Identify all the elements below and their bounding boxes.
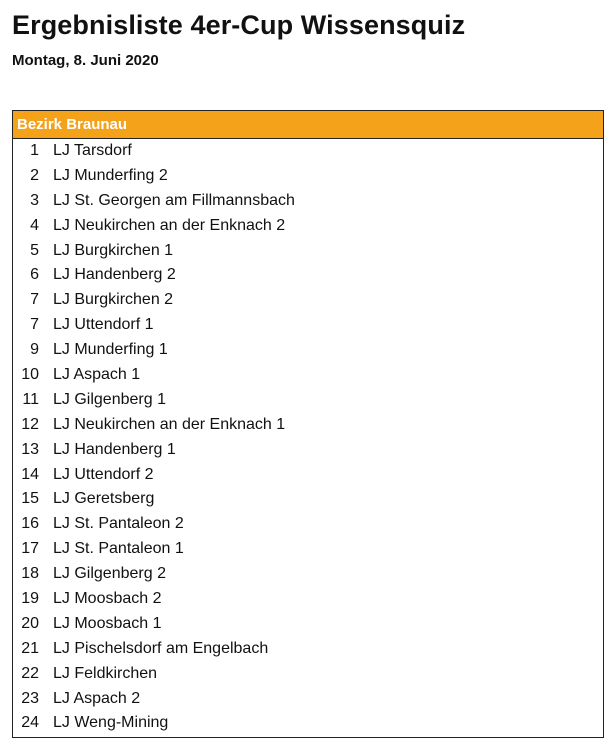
result-row bbox=[13, 612, 603, 637]
result-team: LJ St. Pantaleon 2 bbox=[53, 515, 184, 533]
result-rank: 23 bbox=[21, 689, 39, 707]
result-rank: 3 bbox=[30, 191, 39, 209]
result-team: LJ Aspach 2 bbox=[53, 689, 141, 707]
result-rank: 7 bbox=[30, 291, 39, 309]
result-rank: 20 bbox=[21, 614, 39, 632]
result-team: LJ Gilgenberg 2 bbox=[53, 565, 166, 583]
result-rank: 22 bbox=[21, 664, 39, 682]
result-rank: 6 bbox=[30, 266, 39, 284]
result-row bbox=[13, 537, 603, 562]
result-rank: 19 bbox=[21, 590, 39, 608]
result-team: LJ Neukirchen an der Enknach 1 bbox=[53, 415, 286, 433]
result-rank: 10 bbox=[21, 366, 39, 384]
result-team: LJ Moosbach 1 bbox=[53, 614, 162, 632]
result-team: LJ St. Pantaleon 1 bbox=[53, 540, 184, 558]
result-team: LJ Uttendorf 2 bbox=[53, 465, 154, 483]
result-rank: 11 bbox=[22, 390, 39, 408]
result-row bbox=[13, 239, 603, 264]
result-team: LJ Tarsdorf bbox=[53, 142, 132, 159]
result-rank: 21 bbox=[21, 639, 39, 657]
result-team: LJ Uttendorf 1 bbox=[53, 316, 154, 334]
result-row bbox=[13, 438, 603, 463]
result-team: LJ Pischelsdorf am Engelbach bbox=[53, 639, 269, 657]
result-row bbox=[13, 687, 603, 712]
result-rank: 4 bbox=[30, 216, 39, 234]
results-table bbox=[12, 110, 604, 738]
result-team: LJ Gilgenberg 1 bbox=[53, 390, 166, 408]
result-row bbox=[13, 487, 603, 512]
result-team: LJ Burgkirchen 2 bbox=[53, 291, 174, 309]
result-rank: 18 bbox=[21, 565, 39, 583]
result-rank: 17 bbox=[21, 540, 39, 558]
result-team: LJ St. Georgen am Fillmannsbach bbox=[53, 191, 295, 209]
result-row bbox=[13, 637, 603, 662]
result-row bbox=[13, 214, 603, 239]
result-row bbox=[13, 313, 603, 338]
result-team: LJ Munderfing 1 bbox=[53, 341, 168, 359]
result-row bbox=[13, 413, 603, 438]
result-team: LJ Munderfing 2 bbox=[53, 166, 168, 184]
result-row bbox=[13, 189, 603, 214]
result-rank: 9 bbox=[30, 341, 39, 359]
page-title: Ergebnisliste 4er-Cup Wissensquiz bbox=[12, 10, 466, 40]
results-list bbox=[13, 139, 603, 736]
result-team: LJ Feldkirchen bbox=[53, 664, 158, 682]
result-team: LJ Handenberg 2 bbox=[53, 266, 176, 284]
result-rank: 16 bbox=[21, 515, 39, 533]
result-row bbox=[13, 363, 603, 388]
event-date: Montag, 8. Juni 2020 bbox=[12, 52, 159, 69]
result-team: LJ Geretsberg bbox=[53, 490, 155, 508]
result-row bbox=[13, 338, 603, 363]
result-row bbox=[13, 512, 603, 537]
result-row bbox=[13, 164, 603, 189]
result-row bbox=[13, 388, 603, 413]
result-team: LJ Burgkirchen 1 bbox=[53, 241, 174, 259]
result-rank: 12 bbox=[21, 415, 39, 433]
result-rank: 15 bbox=[21, 490, 39, 508]
result-rank: 7 bbox=[30, 316, 39, 334]
result-team: LJ Neukirchen an der Enknach 2 bbox=[53, 216, 286, 234]
district-header: Bezirk Braunau bbox=[13, 111, 603, 139]
result-row bbox=[13, 263, 603, 288]
result-row bbox=[13, 288, 603, 313]
result-team: LJ Aspach 1 bbox=[53, 366, 141, 384]
result-rank: 14 bbox=[21, 465, 39, 483]
result-team: LJ Handenberg 1 bbox=[53, 440, 176, 458]
result-row bbox=[13, 463, 603, 488]
result-team: LJ Moosbach 2 bbox=[53, 590, 162, 608]
result-rank: 5 bbox=[30, 241, 39, 259]
result-row bbox=[13, 711, 603, 736]
result-row bbox=[13, 139, 603, 164]
result-rank: 13 bbox=[21, 440, 39, 458]
result-row bbox=[13, 662, 603, 687]
result-rank: 24 bbox=[21, 714, 39, 732]
result-rank: 2 bbox=[30, 166, 39, 184]
result-row bbox=[13, 587, 603, 612]
result-rank: 1 bbox=[30, 142, 39, 159]
result-team: LJ Weng-Mining bbox=[53, 714, 169, 732]
result-row bbox=[13, 562, 603, 587]
